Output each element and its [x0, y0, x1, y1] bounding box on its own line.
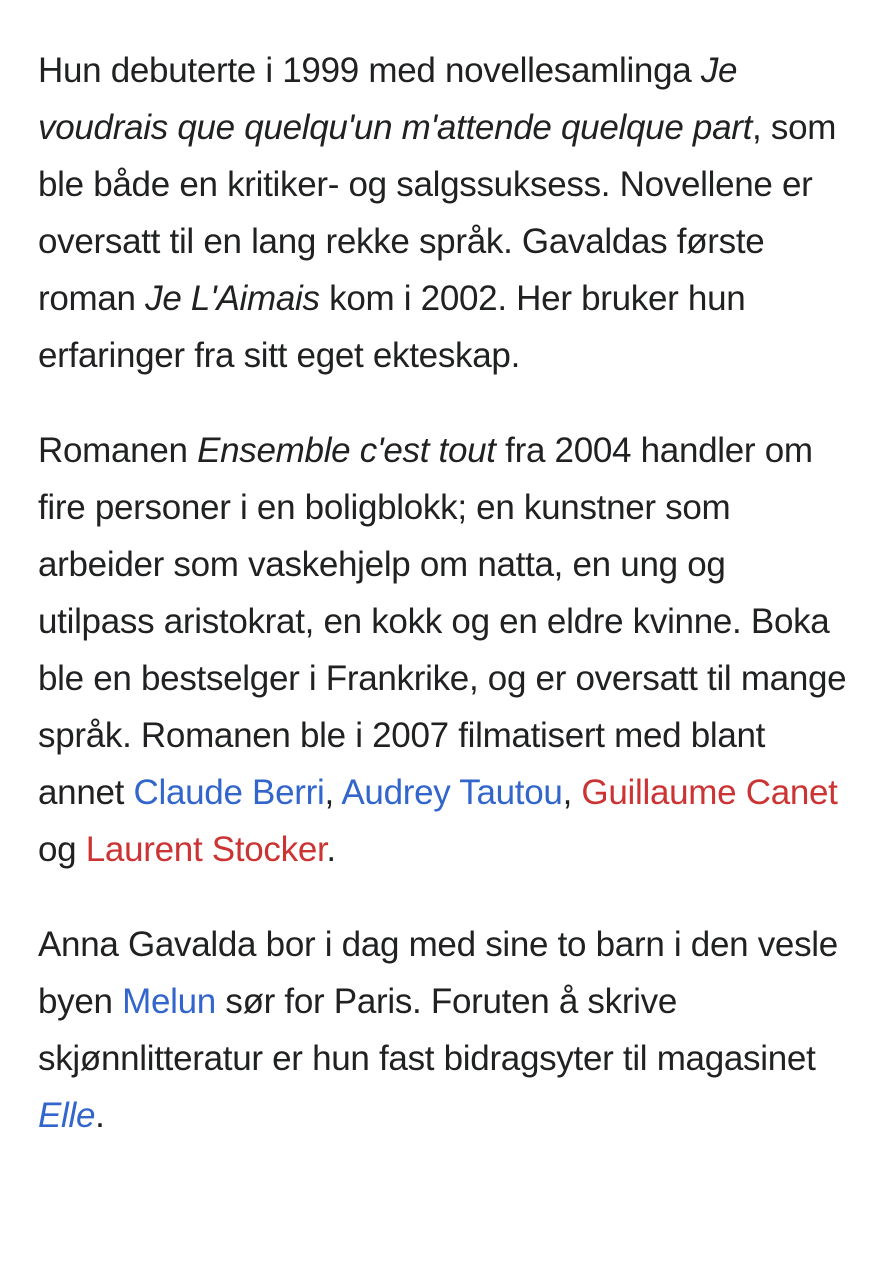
text-run: , som ble både en kritiker- og salgssuksess. Novellene er oversatt til en lang rekke språk. Gavaldas første roman	[38, 108, 837, 318]
text-run: Romanen	[38, 431, 198, 470]
text-run: .	[95, 1096, 105, 1135]
text-run: ,	[324, 773, 342, 812]
link-elle[interactable]: Elle	[38, 1096, 96, 1135]
text-run: fra 2004 handler om fire personer i en boligblokk; en kunstner som arbeider som vaskehjelp om natta, en ung og utilpass aristokrat, en kokk og en eldre kvinne. Boka ble en bestselger i Frankrike, og er oversatt til mange språk. Romanen ble i 2007 filmatisert med blant annet	[38, 431, 847, 812]
italic-text-run: Ensemble c'est tout	[197, 431, 496, 470]
text-run: Hun debuterte i 1999 med novellesamlinga	[38, 51, 701, 90]
link-audrey-tautou[interactable]: Audrey Tautou	[341, 773, 563, 812]
link-melun[interactable]: Melun	[122, 982, 216, 1021]
italic-text-run: Je L'Aimais	[145, 279, 320, 318]
paragraph	[38, 42, 850, 384]
text-run: sør for Paris. Foruten å skrive skjønnlitteratur er hun fast bidragsyter til magasinet	[38, 982, 816, 1078]
link-guillaume-canet[interactable]: Guillaume Canet	[581, 773, 838, 812]
text-run: ,	[562, 773, 582, 812]
paragraph	[38, 422, 850, 878]
text-run: Anna Gavalda bor i dag med sine to barn i den vesle byen	[38, 925, 838, 1021]
text-run: kom i 2002. Her bruker hun erfaringer fra sitt eget ekteskap.	[38, 279, 746, 375]
text-run: .	[326, 830, 336, 869]
link-claude-berri[interactable]: Claude Berri	[133, 773, 325, 812]
link-laurent-stocker[interactable]: Laurent Stocker	[85, 830, 327, 869]
paragraph	[38, 916, 850, 1144]
text-run: og	[38, 830, 86, 869]
italic-text-run: Je voudrais que quelqu'un m'attende quelque part	[38, 51, 753, 147]
